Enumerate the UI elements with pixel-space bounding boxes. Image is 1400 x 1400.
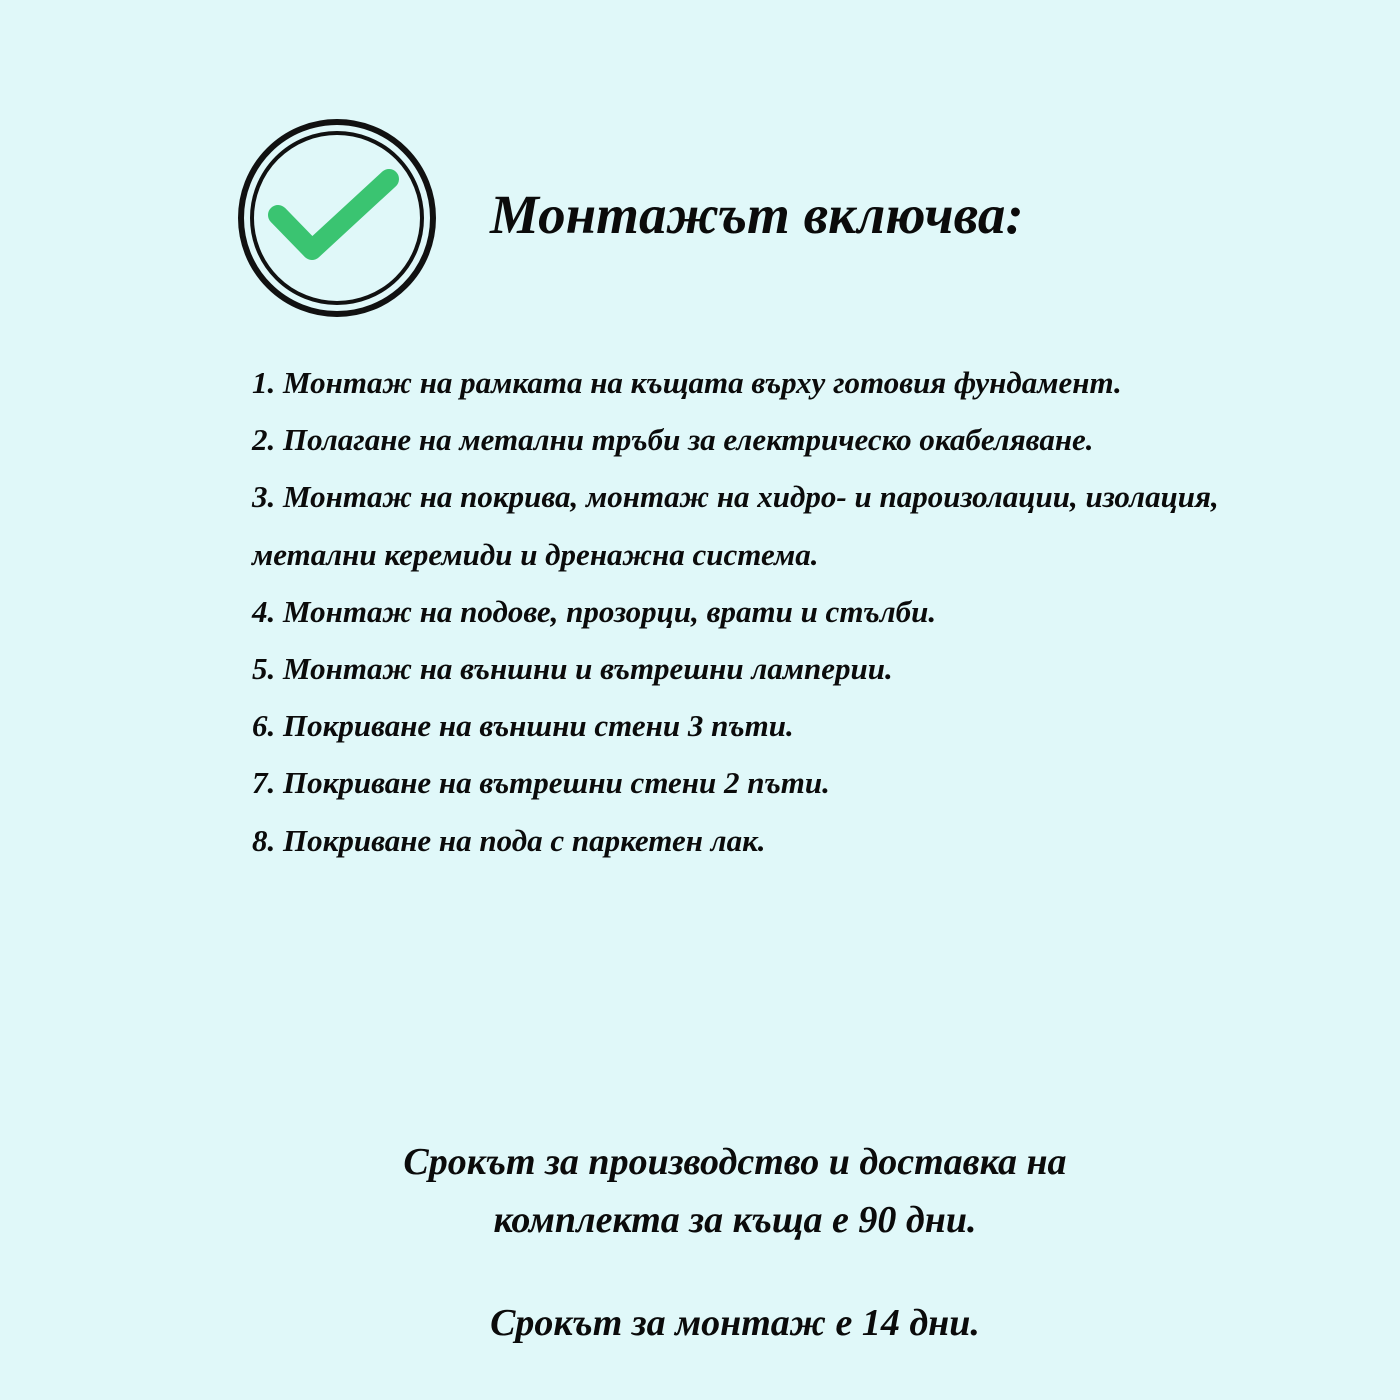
list-item: 2. Полагане на метални тръби за електрическо окабеляване. bbox=[252, 422, 1094, 458]
production-term-note bbox=[200, 1133, 1270, 1249]
list-item: 1. Монтаж на рамката на къщата върху готовия фундамент. bbox=[252, 365, 1122, 400]
list-item: 4. Монтаж на подове, прозорци, врати и стълби. bbox=[252, 593, 937, 629]
list-item: 6. Покриване на външни стени 3 пъти. bbox=[252, 708, 794, 744]
list-item: 3. Монтаж на покрива, монтаж на хидро- и пароизолации, изолация, метални керемиди и дренажна система. bbox=[252, 479, 1219, 572]
montage-term-note: Срокът за монтаж е 14 дни. bbox=[490, 1302, 980, 1344]
page-title: Монтажът включва: bbox=[490, 184, 1024, 245]
included-work-list bbox=[252, 354, 1262, 869]
list-item: 8. Покриване на пода с паркетен лак. bbox=[252, 822, 766, 858]
production-term-line-1: Срокът за производство и доставка на bbox=[403, 1141, 1067, 1183]
check-circle-icon bbox=[237, 118, 437, 318]
list-item: 7. Покриване на вътрешни стени 2 пъти. bbox=[252, 765, 830, 801]
list-item: 5. Монтаж на външни и вътрешни ламперии. bbox=[252, 651, 893, 687]
check-mark bbox=[278, 179, 389, 250]
production-term-line-2: комплекта за къща е 90 дни. bbox=[493, 1199, 977, 1241]
